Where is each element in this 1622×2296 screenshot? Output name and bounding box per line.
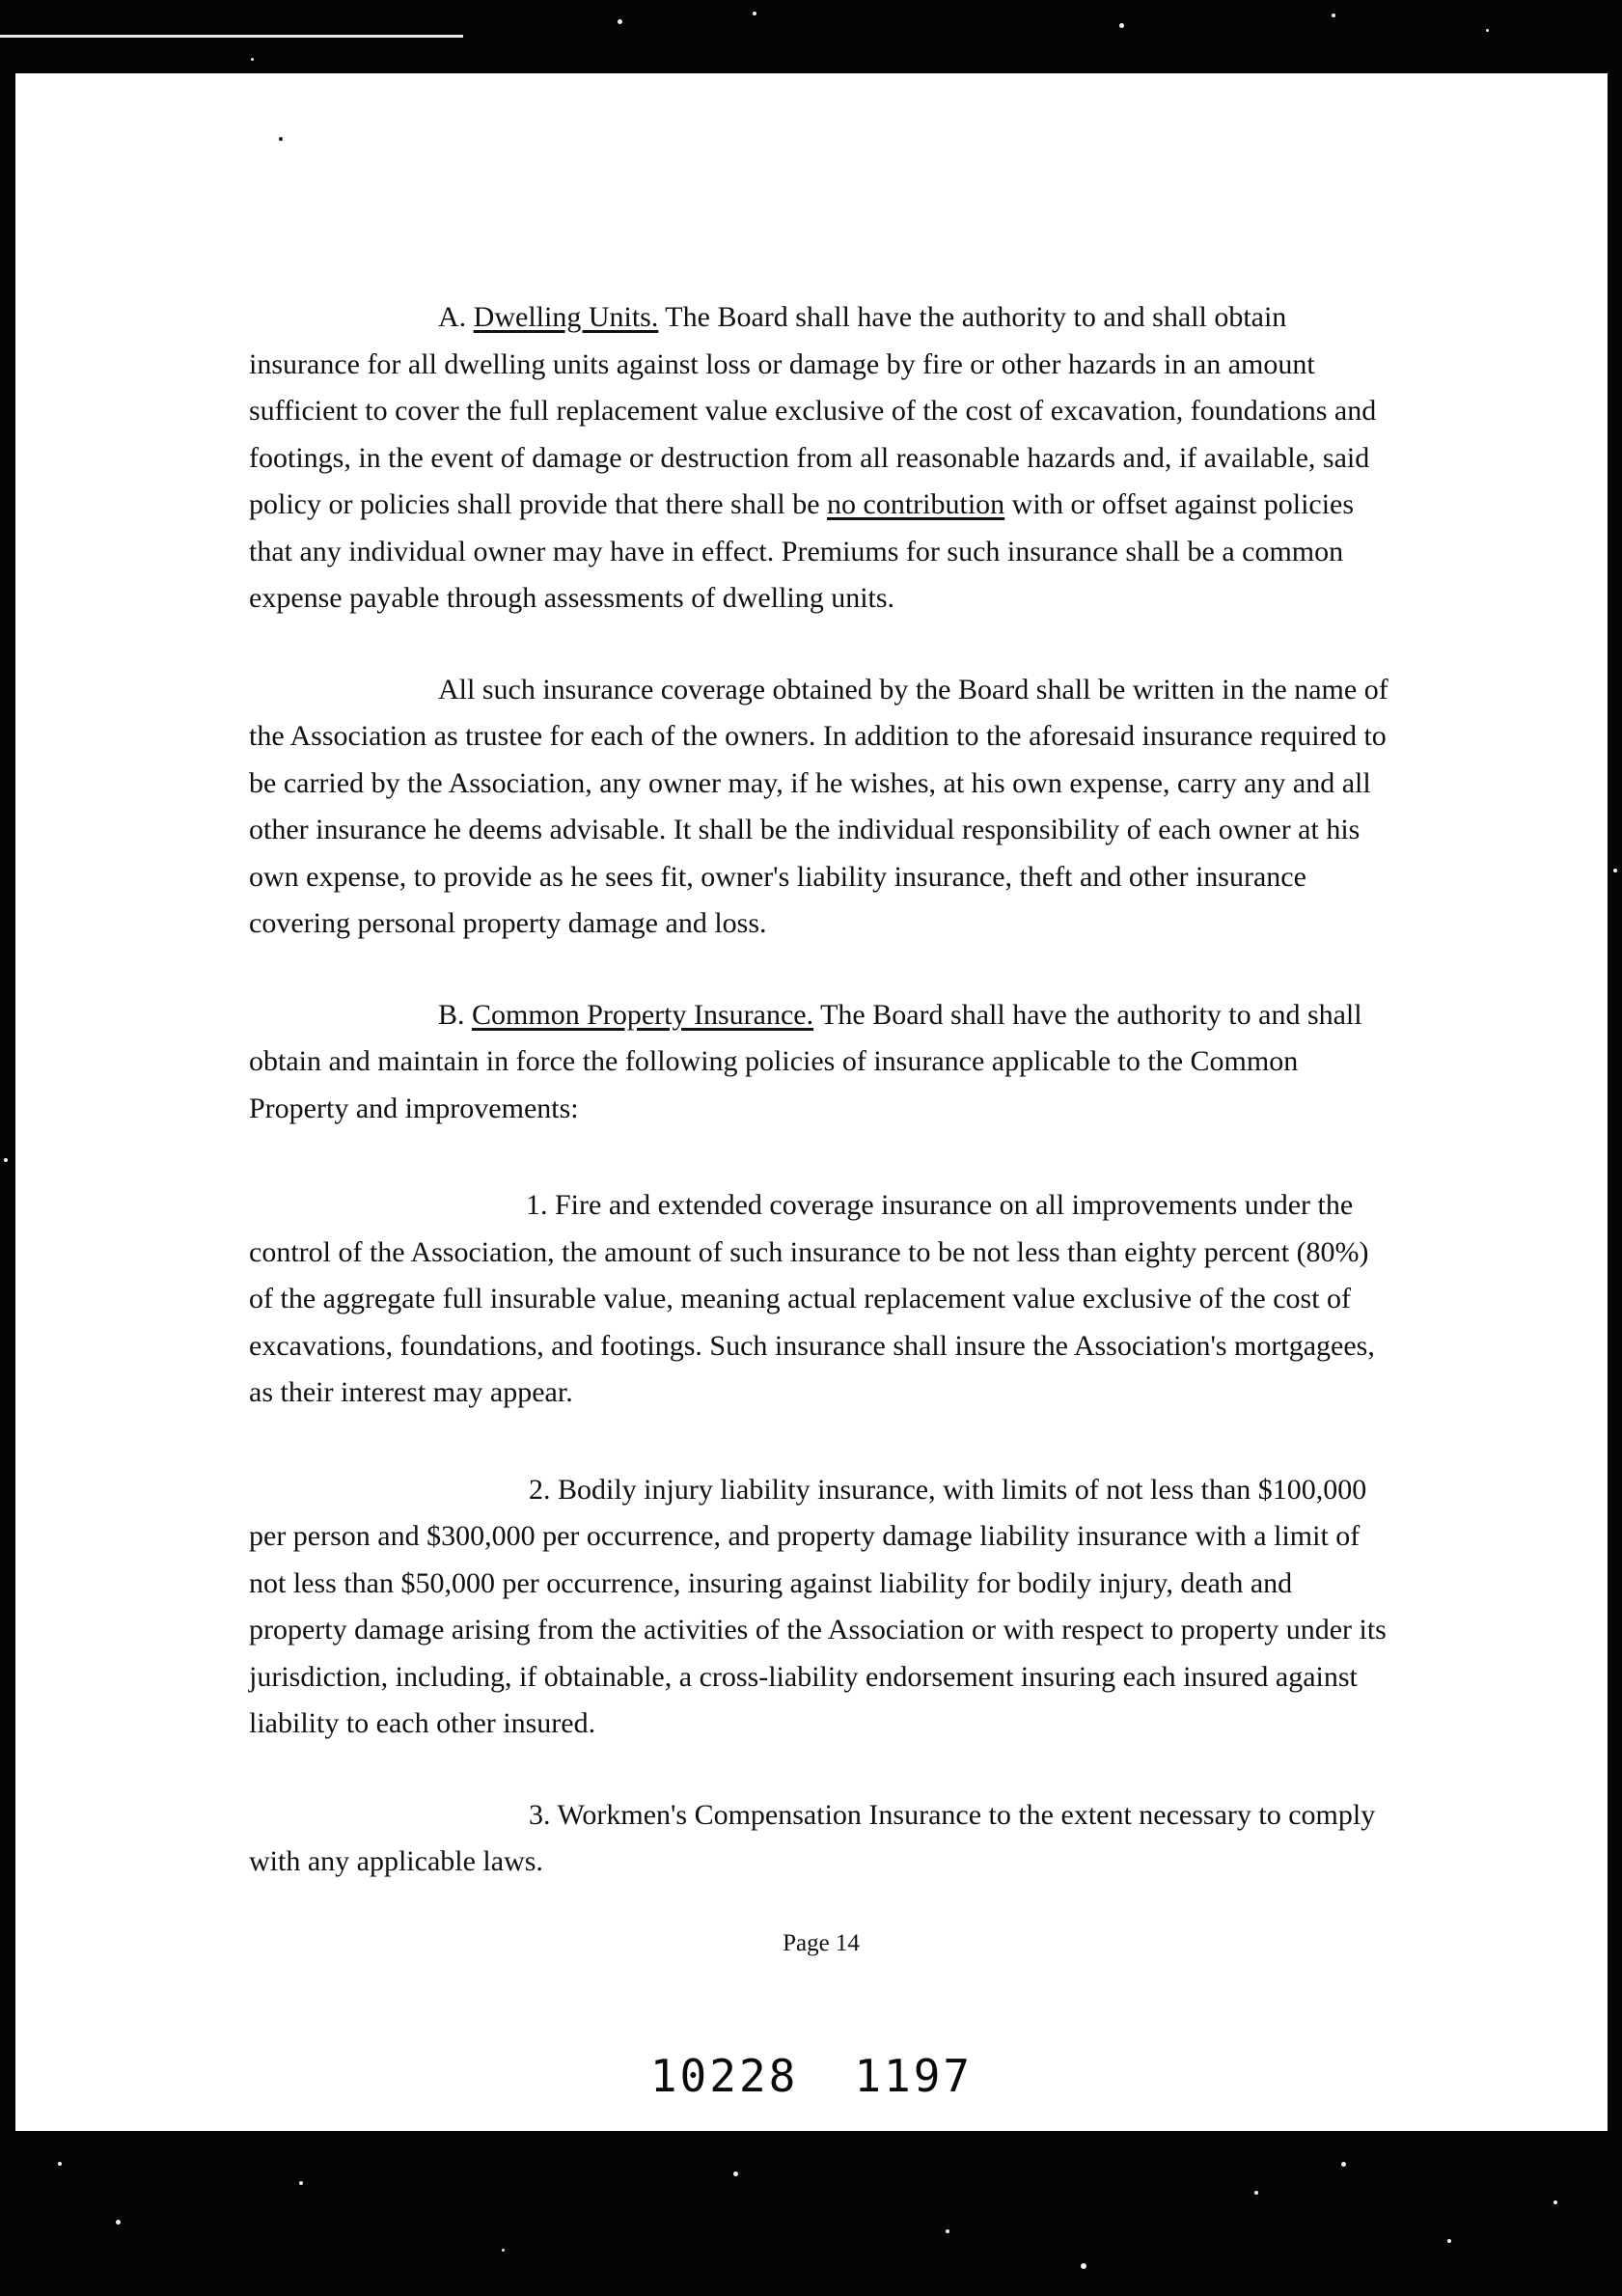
section-a-text-1: The Board shall have the authority to and shall obtain insurance for all dwelling units against loss or damage by fire or other hazards in an amount sufficient to cover the full replacement value exclusive of the cost of excavation, foundations and footings, in the event of damage or destruction from all reasonable hazards and, if available, said policy or policies shall provide that there shall be bbox=[249, 301, 1377, 520]
section-a-text-2: with or offset against policies that any individual owner may have in effect. Premiums for such insurance shall be a common expense payable through assessments of dwelling units. bbox=[249, 488, 1355, 614]
bates-left: 10228 bbox=[649, 2050, 799, 2102]
page-number: Page 14 bbox=[783, 1930, 860, 1956]
speck bbox=[279, 137, 283, 141]
bates-right: 1197 bbox=[854, 2050, 974, 2102]
list-item-1-text: Fire and extended coverage insurance on all improvements under the control of the Association, the amount of such insurance to be not less than eighty percent (80%) of the aggregate full insurable value, meaning actual replacement value exclusive of the cost of excavations, foundations, and footings. Such insurance shall insure the Association's mortgagees, as their interest may appear. bbox=[249, 1189, 1375, 1408]
list-item-3 bbox=[249, 1792, 1397, 1886]
list-item-3-number: 3. bbox=[529, 1798, 551, 1831]
document-page bbox=[15, 73, 1608, 2131]
section-a-emphasis: no contribution bbox=[827, 488, 1005, 520]
section-b-heading: Common Property Insurance. bbox=[472, 998, 814, 1031]
list-item-2 bbox=[249, 1467, 1397, 1748]
section-a-heading: Dwelling Units. bbox=[473, 301, 659, 333]
list-item-2-text: Bodily injury liability insurance, with limits of not less than $100,000 per person and $300,000 per occurrence, and property damage liability insurance with a limit of not less than $50,000 per occurrence, insuring against liability for bodily injury, death and property damage arising from the activities of the Association or with respect to property under its jurisdiction, including, if obtainable, a cross-liability endorsement insuring each insured against liability to each other insured. bbox=[249, 1473, 1387, 1739]
bates-number bbox=[15, 2050, 1608, 2102]
list-item-1-number: 1. bbox=[526, 1189, 548, 1221]
section-a-letter: A. bbox=[438, 301, 467, 333]
section-a-paragraph bbox=[249, 294, 1397, 622]
section-b-text: The Board shall have the authority to and shall obtain and maintain in force the following policies of insurance applicable to the Common Property and improvements: bbox=[249, 998, 1362, 1124]
coverage-paragraph: All such insurance coverage obtained by the Board shall be written in the name of the Association as trustee for each of the owners. In addition to the aforesaid insurance required to be carried by the Association, any owner may, if he wishes, at his own expense, carry any and all other insurance he deems advisable. It shall be the individual responsibility of each owner at his own expense, to provide as he sees fit, owner's liability insurance, theft and other insurance covering personal property damage and loss. bbox=[249, 673, 1388, 939]
list-item-2-number: 2. bbox=[529, 1473, 551, 1506]
list-item-1 bbox=[249, 1182, 1397, 1417]
list-item-3-text: Workmen's Compensation Insurance to the extent necessary to comply with any applicable laws. bbox=[249, 1798, 1376, 1877]
document-body bbox=[249, 294, 1397, 1886]
section-b-letter: B. bbox=[438, 998, 465, 1031]
section-b-paragraph bbox=[249, 992, 1397, 1133]
